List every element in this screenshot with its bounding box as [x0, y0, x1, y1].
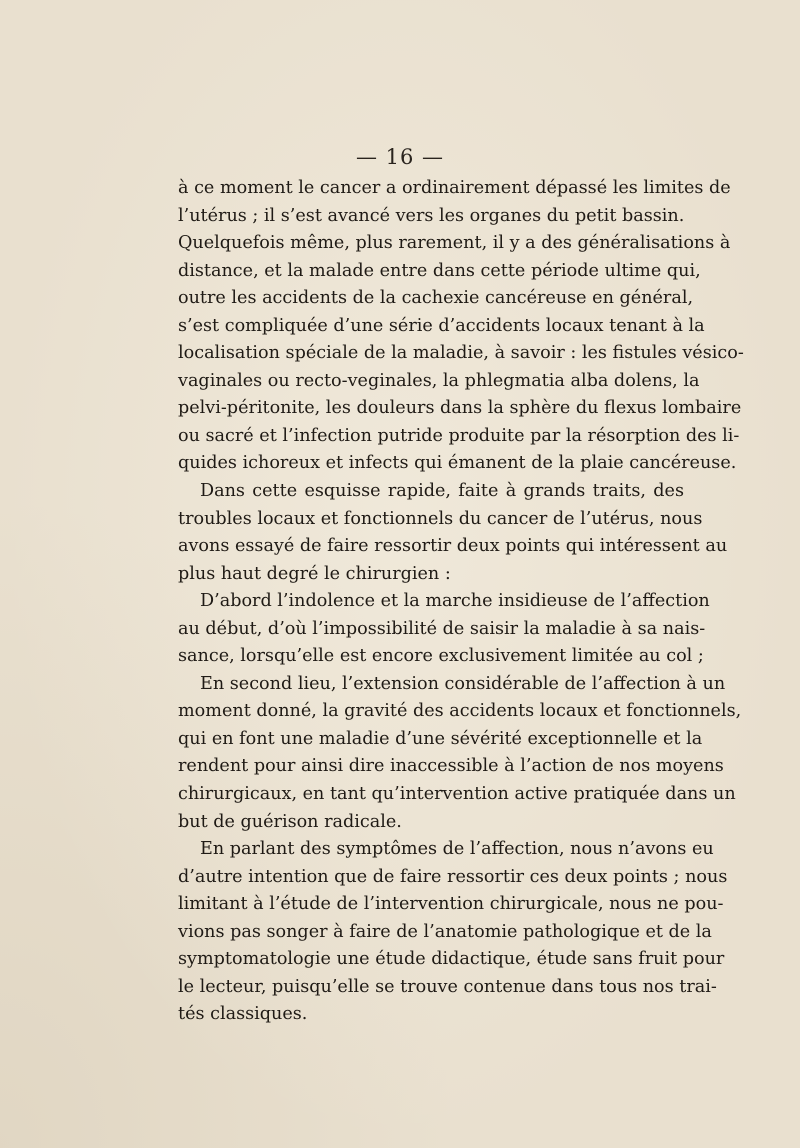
- text-line: avons essayé de faire ressortir deux points qui intéressent au: [178, 536, 728, 557]
- text-line: troubles locaux et fonctionnels du cancer de l’utérus, nous: [178, 508, 703, 529]
- text-line: vions pas songer à faire de l’anatomie pathologique et de la: [178, 921, 712, 942]
- text-line: quides ichoreux et infects qui émanent de la plaie cancéreuse.: [178, 453, 737, 474]
- text-line: s’est compliquée d’une série d’accidents locaux tenant à la: [178, 315, 705, 336]
- text-line: outre les accidents de la cachexie cancéreuse en général,: [178, 288, 694, 309]
- text-line: limitant à l’étude de l’intervention chirurgicale, nous ne pou-: [178, 894, 724, 915]
- text-line: tés classiques.: [178, 1004, 308, 1025]
- text-line: le lecteur, puisqu’elle se trouve contenue dans tous nos trai-: [178, 976, 717, 997]
- text-line: localisation spéciale de la maladie, à savoir : les fistules vésico-: [178, 343, 744, 364]
- text-line: moment donné, la gravité des accidents locaux et fonctionnels,: [178, 701, 742, 722]
- text-line: à ce moment le cancer a ordinairement dépassé les limites de: [178, 178, 731, 198]
- text-line: ou sacré et l’infection putride produite par la résorption des li-: [178, 425, 740, 446]
- text-line: Quelquefois même, plus rarement, il y a des généralisations à: [178, 233, 731, 254]
- text-line: l’utérus ; il s’est avancé vers les organes du petit bassin.: [178, 205, 685, 226]
- text-line: rendent pour ainsi dire inaccessible à l’action de nos moyens: [178, 756, 724, 777]
- page-number: — 16 —: [355, 145, 445, 169]
- text-line: En second lieu, l’extension considérable de l’affection à un: [200, 673, 726, 694]
- body-text: [178, 175, 744, 1029]
- text-line: distance, et la malade entre dans cette période ultime qui,: [178, 260, 701, 281]
- text-line: plus haut degré le chirurgien :: [178, 563, 451, 584]
- text-line: symptomatologie une étude didactique, étude sans fruit pour: [178, 949, 725, 970]
- text-line: d’autre intention que de faire ressortir ces deux points ; nous: [178, 866, 728, 887]
- text-line: chirurgicaux, en tant qu’intervention active pratiquée dans un: [178, 784, 736, 805]
- text-line: au début, d’où l’impossibilité de saisir la maladie à sa nais-: [178, 618, 706, 639]
- text-line: sance, lorsqu’elle est encore exclusivement limitée au col ;: [178, 646, 704, 667]
- text-line: vaginales ou recto-veginales, la phlegmatia alba dolens, la: [178, 370, 700, 391]
- text-line: D’abord l’indolence et la marche insidieuse de l’affection: [200, 591, 710, 612]
- text-line: pelvi-péritonite, les douleurs dans la sphère du flexus lombaire: [178, 398, 742, 419]
- text-line: Dans cette esquisse rapide, faite à grands traits, des: [200, 481, 684, 502]
- text-line: En parlant des symptômes de l’affection, nous n’avons eu: [200, 839, 714, 860]
- text-line: but de guérison radicale.: [178, 811, 402, 832]
- text-line: qui en font une maladie d’une sévérité exceptionnelle et la: [178, 728, 703, 749]
